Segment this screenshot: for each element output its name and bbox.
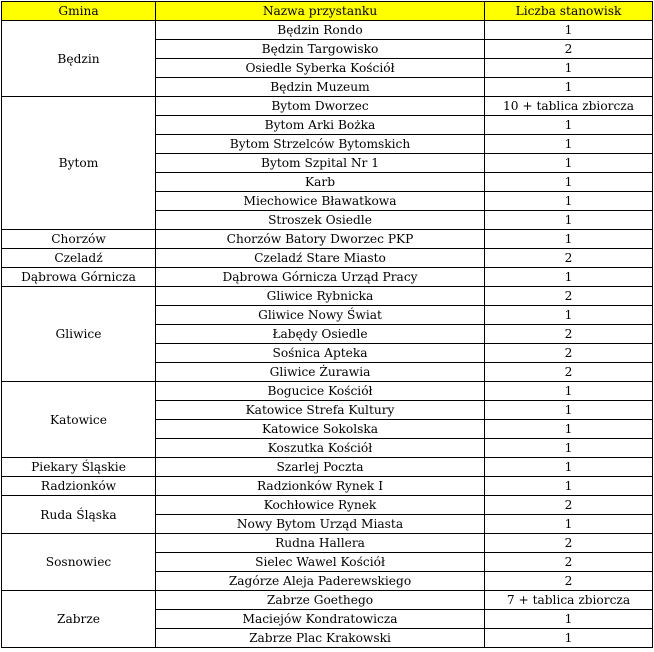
table-row [2,230,653,249]
stop-name-cell: Katowice Strefa Kultury [156,401,485,420]
stand-count-cell: 1 [485,401,653,420]
stand-count-cell: 1 [485,173,653,192]
stop-name-cell: Bytom Strzelców Bytomskich [156,135,485,154]
stop-name-cell: Katowice Sokolska [156,420,485,439]
table-row [2,496,653,515]
stop-name-cell: Karb [156,173,485,192]
gmina-cell: Bytom [2,97,156,230]
stand-count-cell: 1 [485,420,653,439]
header-gmina: Gmina [2,2,156,21]
stand-count-cell: 1 [485,192,653,211]
stop-name-cell: Sośnica Apteka [156,344,485,363]
gmina-cell: Będzin [2,21,156,97]
stand-count-cell: 2 [485,572,653,591]
stand-count-cell: 1 [485,211,653,230]
stop-name-cell: Koszutka Kościół [156,439,485,458]
stop-name-cell: Bytom Arki Bożka [156,116,485,135]
stop-name-cell: Gliwice Nowy Świat [156,306,485,325]
table-row [2,458,653,477]
header-stand-count: Liczba stanowisk [485,2,653,21]
gmina-cell: Ruda Śląska [2,496,156,534]
gmina-cell: Gliwice [2,287,156,382]
stand-count-cell: 1 [485,515,653,534]
gmina-cell: Zabrze [2,591,156,648]
stand-count-cell: 2 [485,496,653,515]
stand-count-cell: 1 [485,610,653,629]
stop-name-cell: Łabędy Osiedle [156,325,485,344]
stop-name-cell: Gliwice Rybnicka [156,287,485,306]
stand-count-cell: 1 [485,306,653,325]
stop-name-cell: Radzionków Rynek I [156,477,485,496]
stops-table [1,1,653,648]
stand-count-cell: 2 [485,534,653,553]
stop-name-cell: Stroszek Osiedle [156,211,485,230]
gmina-cell: Katowice [2,382,156,458]
stand-count-cell: 1 [485,458,653,477]
gmina-cell: Sosnowiec [2,534,156,591]
stop-name-cell: Będzin Muzeum [156,78,485,97]
stop-name-cell: Maciejów Kondratowicza [156,610,485,629]
stop-name-cell: Chorzów Batory Dworzec PKP [156,230,485,249]
gmina-cell: Czeladź [2,249,156,268]
stand-count-cell: 1 [485,477,653,496]
stop-name-cell: Będzin Targowisko [156,40,485,59]
stop-name-cell: Bogucice Kościół [156,382,485,401]
gmina-cell: Radzionków [2,477,156,496]
table-row [2,591,653,610]
stop-name-cell: Bytom Szpital Nr 1 [156,154,485,173]
stand-count-cell: 1 [485,78,653,97]
table-row [2,477,653,496]
table-row [2,21,653,40]
stop-name-cell: Bytom Dworzec [156,97,485,116]
table-row [2,287,653,306]
stand-count-cell: 1 [485,116,653,135]
stop-name-cell: Dąbrowa Górnicza Urząd Pracy [156,268,485,287]
table-row [2,534,653,553]
stand-count-cell: 1 [485,135,653,154]
stand-count-cell: 2 [485,344,653,363]
stop-name-cell: Zabrze Goethego [156,591,485,610]
stand-count-cell: 2 [485,287,653,306]
stand-count-cell: 1 [485,382,653,401]
stop-name-cell: Nowy Bytom Urząd Miasta [156,515,485,534]
stand-count-cell: 2 [485,249,653,268]
stand-count-cell: 1 [485,59,653,78]
table-row [2,268,653,287]
stand-count-cell: 1 [485,21,653,40]
gmina-cell: Piekary Śląskie [2,458,156,477]
stop-name-cell: Osiedle Syberka Kościół [156,59,485,78]
stop-name-cell: Sielec Wawel Kościół [156,553,485,572]
stand-count-cell: 1 [485,439,653,458]
stop-name-cell: Zabrze Plac Krakowski [156,629,485,648]
stop-name-cell: Gliwice Żurawia [156,363,485,382]
gmina-cell: Chorzów [2,230,156,249]
stand-count-cell: 2 [485,40,653,59]
gmina-cell: Dąbrowa Górnicza [2,268,156,287]
stand-count-cell: 10 + tablica zbiorcza [485,97,653,116]
stop-name-cell: Czeladź Stare Miasto [156,249,485,268]
header-stop-name: Nazwa przystanku [156,2,485,21]
stand-count-cell: 2 [485,363,653,382]
stand-count-cell: 7 + tablica zbiorcza [485,591,653,610]
stand-count-cell: 1 [485,629,653,648]
stand-count-cell: 1 [485,230,653,249]
stand-count-cell: 1 [485,154,653,173]
table-body [2,21,653,648]
stop-name-cell: Szarlej Poczta [156,458,485,477]
stop-name-cell: Rudna Hallera [156,534,485,553]
stand-count-cell: 2 [485,553,653,572]
table-row [2,249,653,268]
header-row [2,2,653,21]
stand-count-cell: 2 [485,325,653,344]
table-row [2,382,653,401]
stop-name-cell: Kochłowice Rynek [156,496,485,515]
table-row [2,97,653,116]
stop-name-cell: Będzin Rondo [156,21,485,40]
stop-name-cell: Zagórze Aleja Paderewskiego [156,572,485,591]
stop-name-cell: Miechowice Bławatkowa [156,192,485,211]
stand-count-cell: 1 [485,268,653,287]
